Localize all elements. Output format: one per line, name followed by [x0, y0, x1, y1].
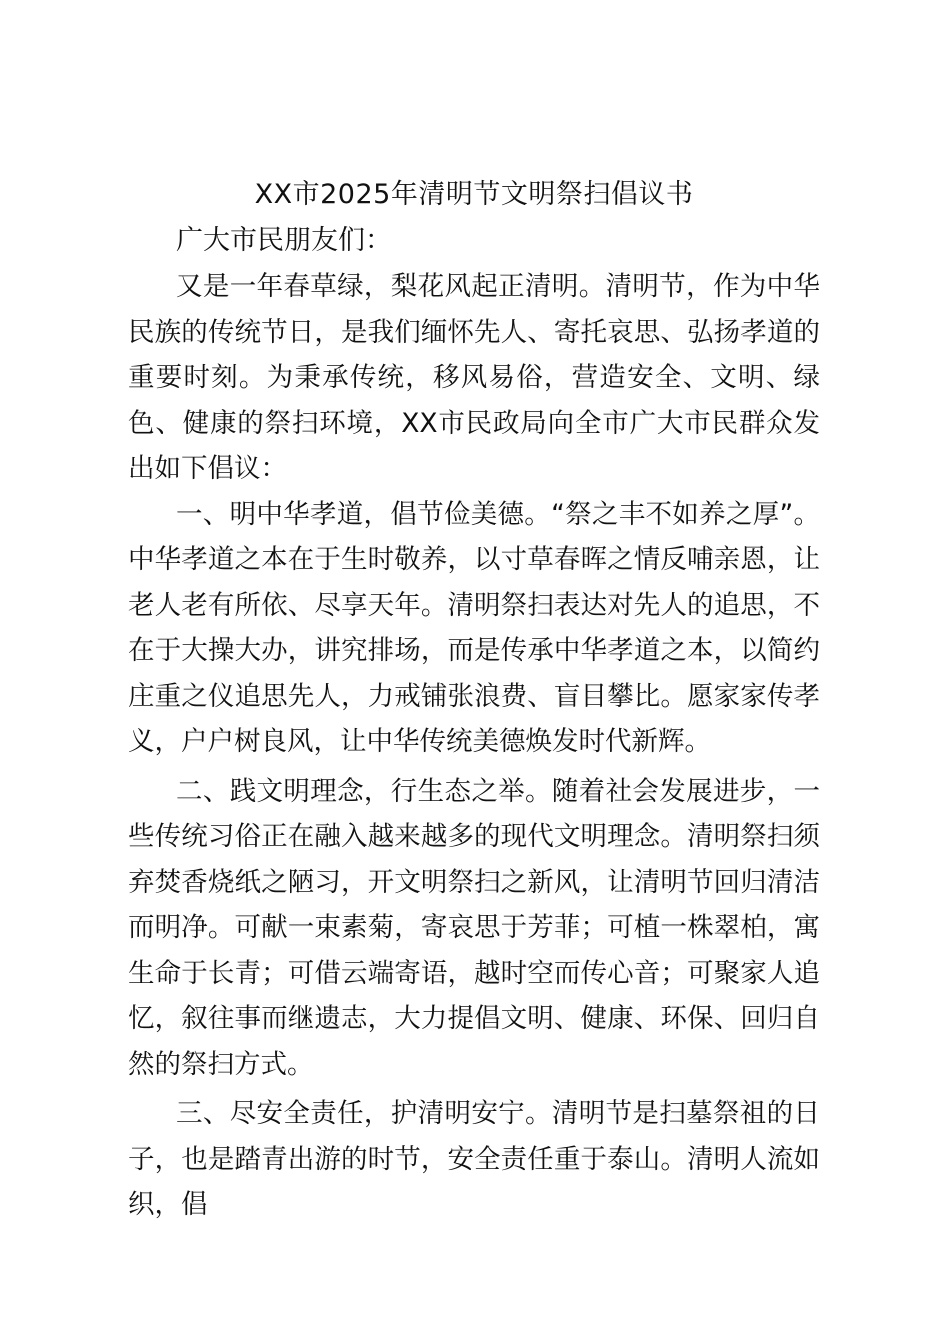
document-page	[128, 172, 820, 1228]
paragraph-item-1: 一、明中华孝道，倡节俭美德。“祭之丰不如养之厚”。中华孝道之本在于生时敬养，以寸草春晖之情反哺亲恩，让老人老有所依、尽享天年。清明祭扫表达对先人的追思，不在于大操大办，讲究排场，而是传承中华孝道之本，以简约庄重之仪追思先人，力戒铺张浪费、盲目攀比。愿家家传孝义，户户树良风，让中华传统美德焕发时代新辉。	[128, 498, 820, 757]
document-title: XX市2025年清明节文明祭扫倡议书	[254, 179, 694, 210]
paragraph-item-3: 三、尽安全责任，护清明安宁。清明节是扫墓祭祖的日子，也是踏青出游的时节，安全责任重于泰山。清明人流如织，倡	[128, 1098, 820, 1220]
paragraph-intro: 又是一年春草绿，梨花风起正清明。清明节，作为中华民族的传统节日，是我们缅怀先人、寄托哀思、弘扬孝道的重要时刻。为秉承传统，移风易俗，营造安全、文明、绿色、健康的祭扫环境，XX市民政局向全市广大市民群众发出如下倡议：	[128, 271, 820, 484]
paragraph-item-2: 二、践文明理念，行生态之举。随着社会发展进步，一些传统习俗正在融入越来越多的现代文明理念。清明祭扫须弃焚香烧纸之陋习，开文明祭扫之新风，让清明节回归清洁而明净。可献一束素菊，寄哀思于芳菲；可植一株翠柏，寓生命于长青；可借云端寄语，越时空而传心音；可聚家人追忆，叙往事而继遗志，大力提倡文明、健康、环保、回归自然的祭扫方式。	[128, 775, 820, 1080]
greeting-line: 广大市民朋友们：	[176, 225, 392, 256]
